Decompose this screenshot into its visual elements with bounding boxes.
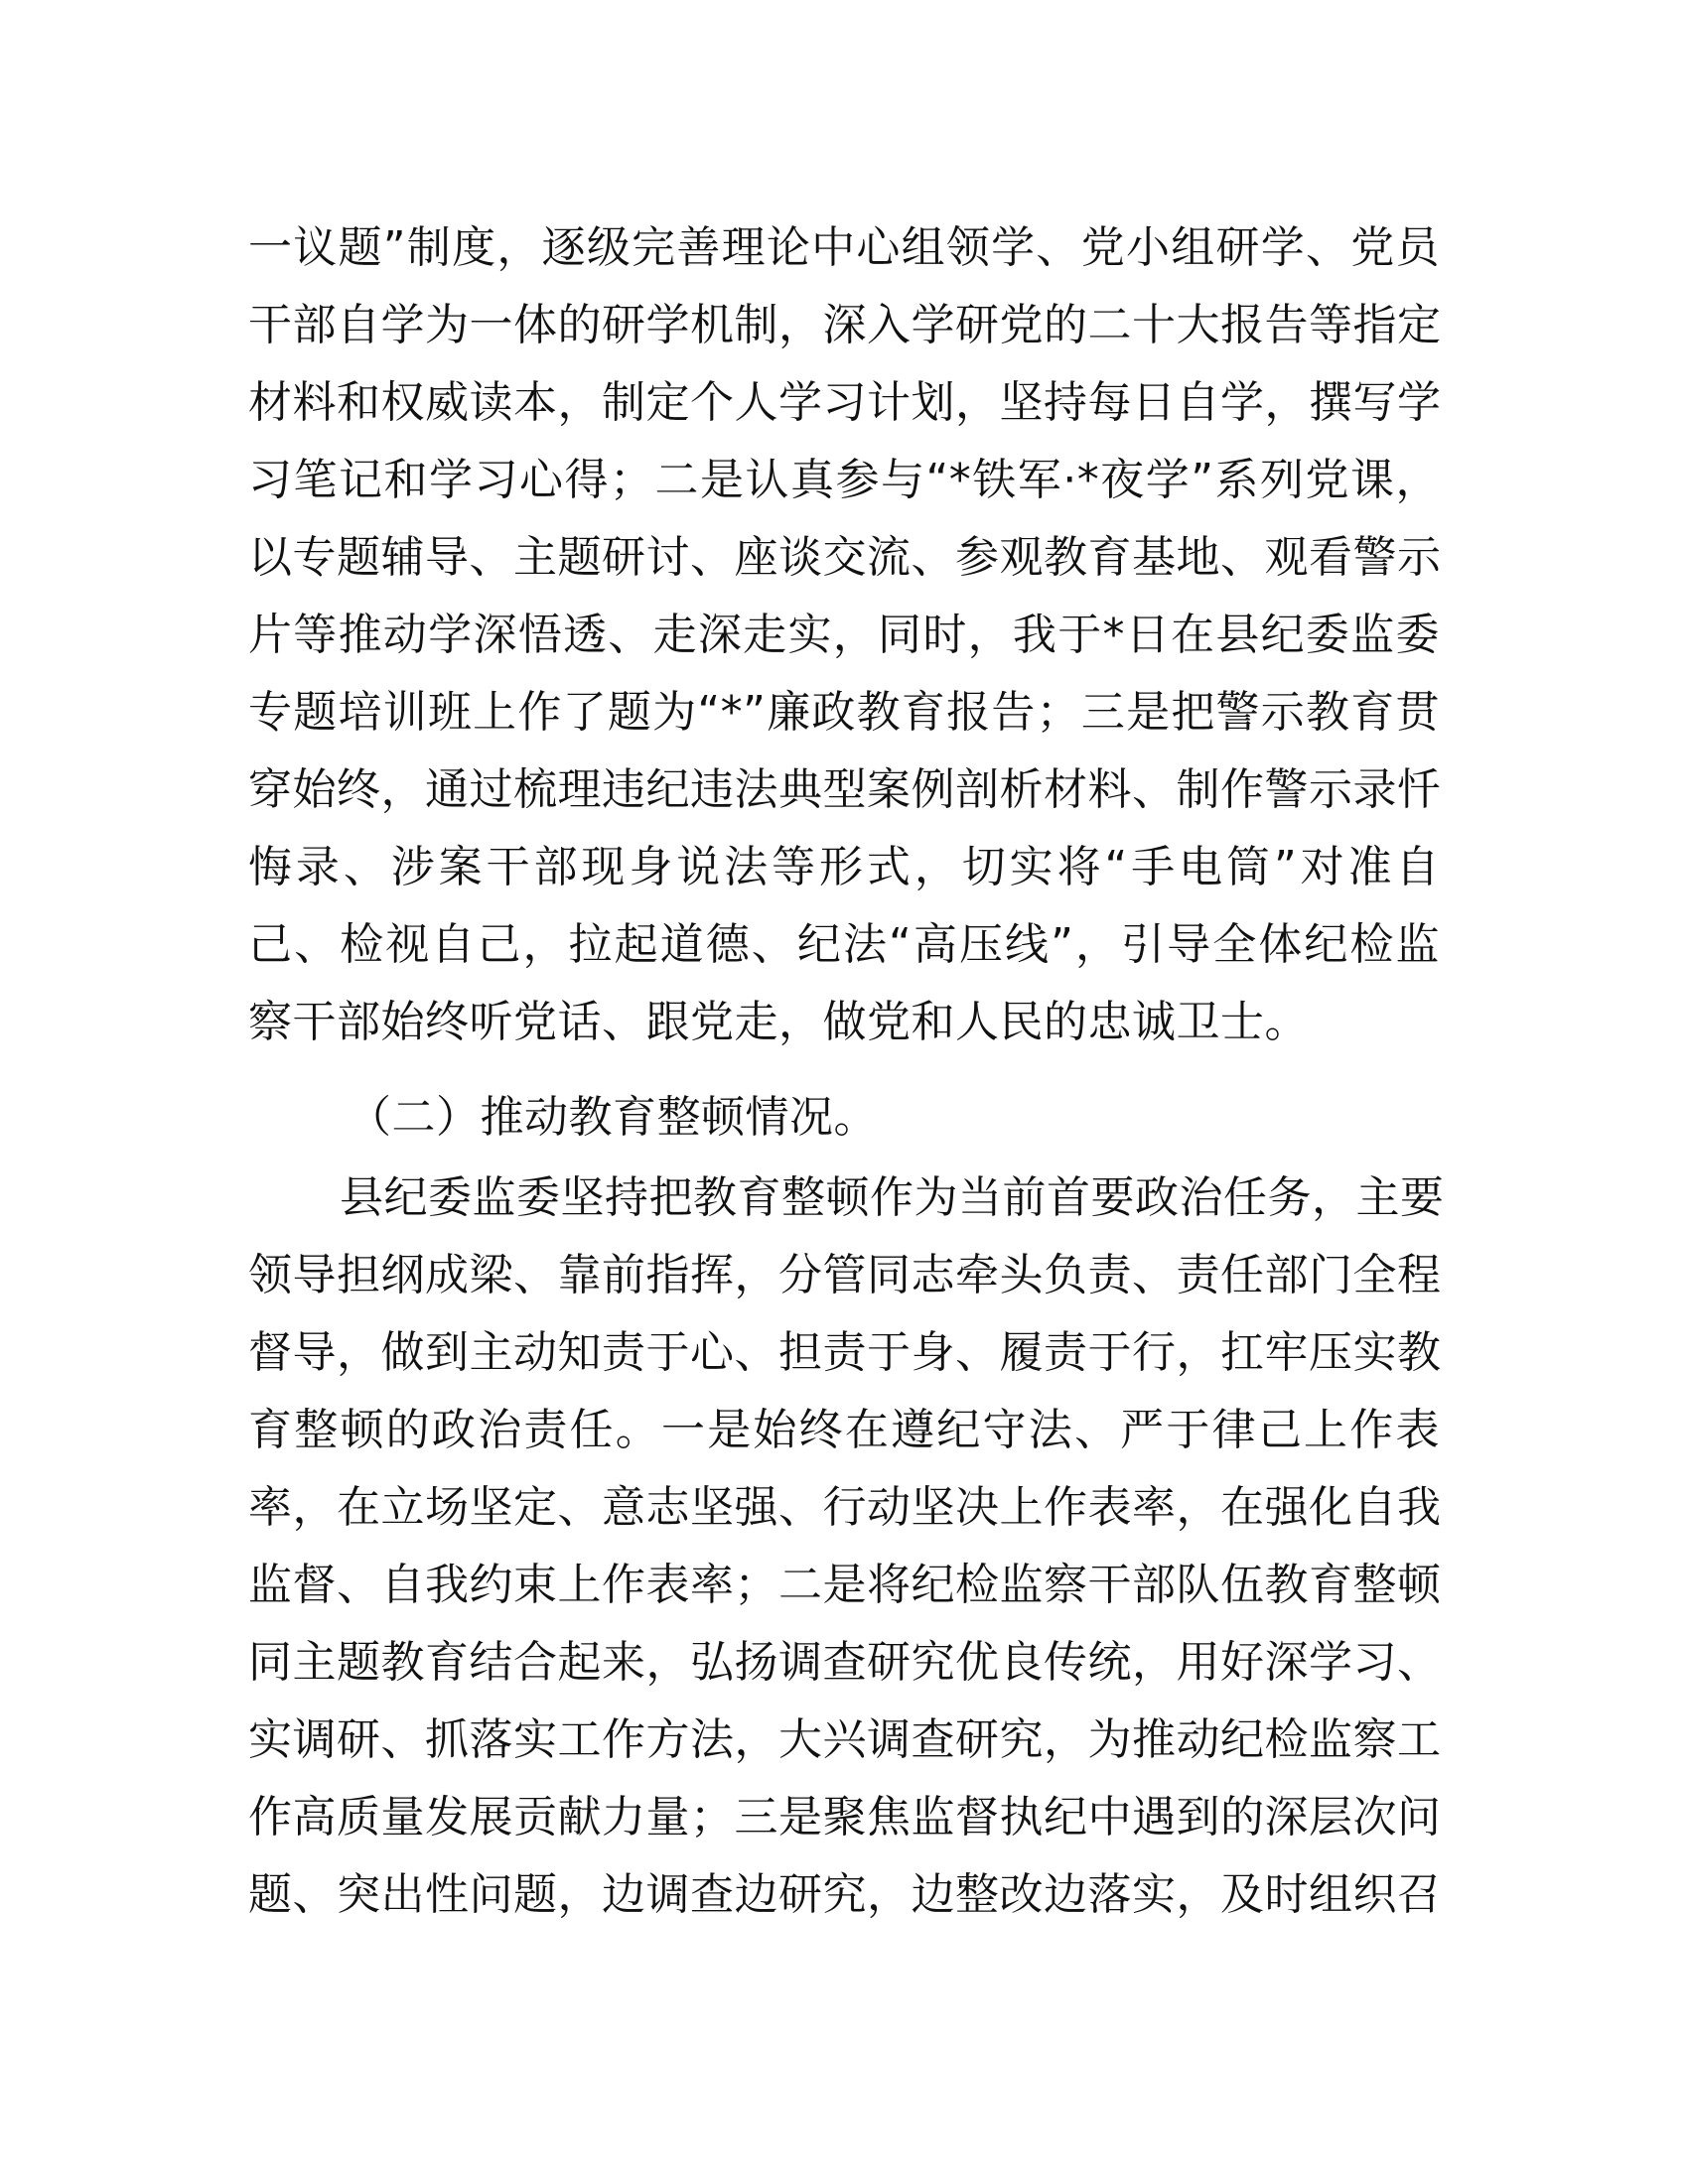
section-heading-block xyxy=(248,1079,1440,1157)
text-line: 督导，做到主动知责于心、担责于身、履责于行，扛牢压实教 xyxy=(248,1327,1442,1378)
text-line: 同主题教育结合起来，弘扬调查研究优良传统，用好深学习、 xyxy=(248,1637,1442,1688)
text-line: 实调研、抓落实工作方法，大兴调查研究，为推动纪检监察工 xyxy=(248,1714,1442,1765)
text-line: 一议题”制度，逐级完善理论中心组领学、党小组研学、党员 xyxy=(248,222,1440,273)
text-line: 监督、自我约束上作表率；二是将纪检监察干部队伍教育整顿 xyxy=(248,1560,1442,1610)
text-line: 县纪委监委坚持把教育整顿作为当前首要政治任务，主要 xyxy=(340,1172,1445,1223)
paragraph-study-mechanism xyxy=(248,209,1440,1061)
text-line: 悔录、涉案干部现身说法等形式，切实将“手电筒”对准自 xyxy=(248,842,1440,892)
text-line: 察干部始终听党话、跟党走，做党和人民的忠诚卫士。 xyxy=(248,997,1309,1047)
text-line: 育整顿的政治责任。一是始终在遵纪守法、严于律己上作表 xyxy=(248,1405,1440,1455)
text-line: 片等推动学深悟透、走深走实，同时，我于*日在县纪委监委 xyxy=(248,610,1440,660)
text-line: 穿始终，通过梳理违纪违法典型案例剖析材料、制作警示录忏 xyxy=(248,764,1442,815)
text-line: 题、突出性问题，边调查边研究，边整改边落实，及时组织召 xyxy=(248,1869,1442,1920)
text-line: 率，在立场坚定、意志坚强、行动坚决上作表率，在强化自我 xyxy=(248,1482,1442,1533)
text-line: 专题培训班上作了题为“*”廉政教育报告；三是把警示教育贯 xyxy=(248,687,1440,738)
text-line: 领导担纲成梁、靠前指挥，分管同志牵头负责、责任部门全程 xyxy=(248,1250,1442,1300)
text-line: 以专题辅导、主题研讨、座谈交流、参观教育基地、观看警示 xyxy=(248,532,1442,583)
text-line: 作高质量发展贡献力量；三是聚焦监督执纪中遇到的深层次问 xyxy=(248,1792,1442,1843)
section-heading: （二）推动教育整顿情况。 xyxy=(348,1092,878,1143)
text-line: 己、检视自己，拉起道德、纪法“高压线”，引导全体纪检监 xyxy=(248,919,1440,970)
text-line: 习笔记和学习心得；二是认真参与“*铁军·*夜学”系列党课， xyxy=(248,455,1440,505)
text-line: 材料和权威读本，制定个人学习计划，坚持每日自学，撰写学 xyxy=(248,377,1442,428)
text-line: 干部自学为一体的研学机制，深入学研党的二十大报告等指定 xyxy=(248,300,1442,350)
paragraph-education-rectification xyxy=(248,1160,1445,1934)
